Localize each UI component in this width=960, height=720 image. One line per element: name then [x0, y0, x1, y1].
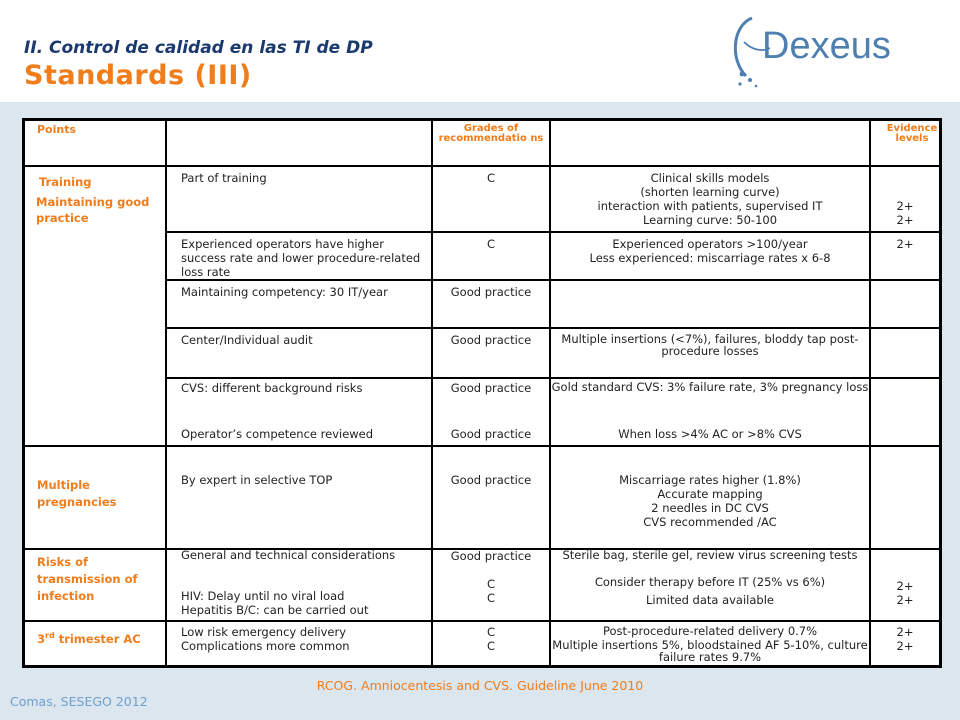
logo-text: Dexeus	[762, 25, 891, 67]
row-detail: Clinical skills models (shorten learning curve) interaction with patients, supervised IT Learning curve: 50-100	[597, 171, 823, 227]
row-evidence: 2+ 2+	[896, 579, 914, 607]
author-credit: Comas, SESEGO 2012	[10, 694, 148, 709]
row-evidence: 2+ 2+	[896, 625, 914, 653]
row-detail: Experienced operators >100/year Less experienced: miscarriage rates x 6-8	[589, 237, 831, 265]
row-detail: Post-procedure-related delivery 0.7% Multiple insertions 5%, bloodstained AF 5-10%, culture failure rates 9.7%	[552, 624, 868, 664]
row-grade: C	[486, 171, 496, 185]
citation: RCOG. Amniocentesis and CVS. Guideline June 2010	[316, 678, 644, 693]
slide-header	[0, 0, 960, 102]
row-point-secondary: HIV: Delay until no viral load Hepatitis B/C: can be carried out	[181, 589, 369, 617]
dexeus-logo	[732, 12, 932, 94]
row-detail: Multiple insertions (<7%), failures, bloddy tap post-procedure losses	[561, 332, 859, 358]
row-point: Part of training	[181, 171, 267, 185]
row-point: Maintaining competency: 30 IT/year	[181, 285, 388, 299]
row-grade: Good practice	[450, 473, 532, 487]
row-evidence: 2+	[896, 237, 914, 251]
row-grade: Good practice	[450, 381, 532, 395]
row-evidence: 2+ 2+	[896, 199, 914, 227]
slide-title: Standards (III)	[24, 60, 252, 91]
standards-table	[22, 118, 942, 668]
row-point: CVS: different background risks	[181, 381, 363, 395]
group-training: Training	[39, 175, 92, 189]
row-grade-secondary: C C	[486, 577, 496, 605]
row-point: Center/Individual audit	[181, 333, 313, 347]
header-grades: Grades of recommendatio ns	[438, 123, 544, 144]
group-multiple-pregnancies: Multiple pregnancies	[37, 478, 117, 509]
slide-subtitle: II. Control de calidad en las TI de DP	[24, 38, 373, 58]
group-maintaining: Maintaining good practice	[36, 195, 150, 225]
row-grade: C	[486, 237, 496, 251]
row-detail: Sterile bag, sterile gel, review virus screening tests	[562, 548, 858, 562]
row-grade: Good practice	[450, 333, 532, 347]
header-points: Points	[37, 123, 77, 136]
row-grade: Good practice	[450, 285, 532, 299]
row-point: By expert in selective TOP	[181, 473, 333, 487]
row-detail: When loss >4% AC or >8% CVS	[618, 427, 802, 441]
row-point: Low risk emergency delivery Complications more common	[181, 625, 350, 653]
row-detail-secondary: Consider therapy before IT (25% vs 6%) Limited data available	[594, 575, 826, 607]
row-point: Experienced operators have higher success rate and lower procedure-related loss rate	[181, 237, 421, 279]
row-grade: Good practice	[450, 427, 532, 441]
group-infection-risk: Risks of transmission of infection	[37, 555, 138, 603]
row-point: General and technical considerations	[181, 548, 396, 562]
row-grade: Good practice	[450, 549, 532, 563]
row-detail: Gold standard CVS: 3% failure rate, 3% pregnancy loss	[551, 380, 869, 394]
row-point: Operator’s competence reviewed	[181, 427, 374, 441]
row-detail: Miscarriage rates higher (1.8%) Accurate mapping 2 needles in DC CVS CVS recommended /AC	[619, 473, 801, 529]
header-evidence: Evidence levels	[886, 123, 938, 144]
row-grade: C C	[486, 625, 496, 653]
group-third-trimester: 3rd trimester AC	[37, 631, 141, 646]
